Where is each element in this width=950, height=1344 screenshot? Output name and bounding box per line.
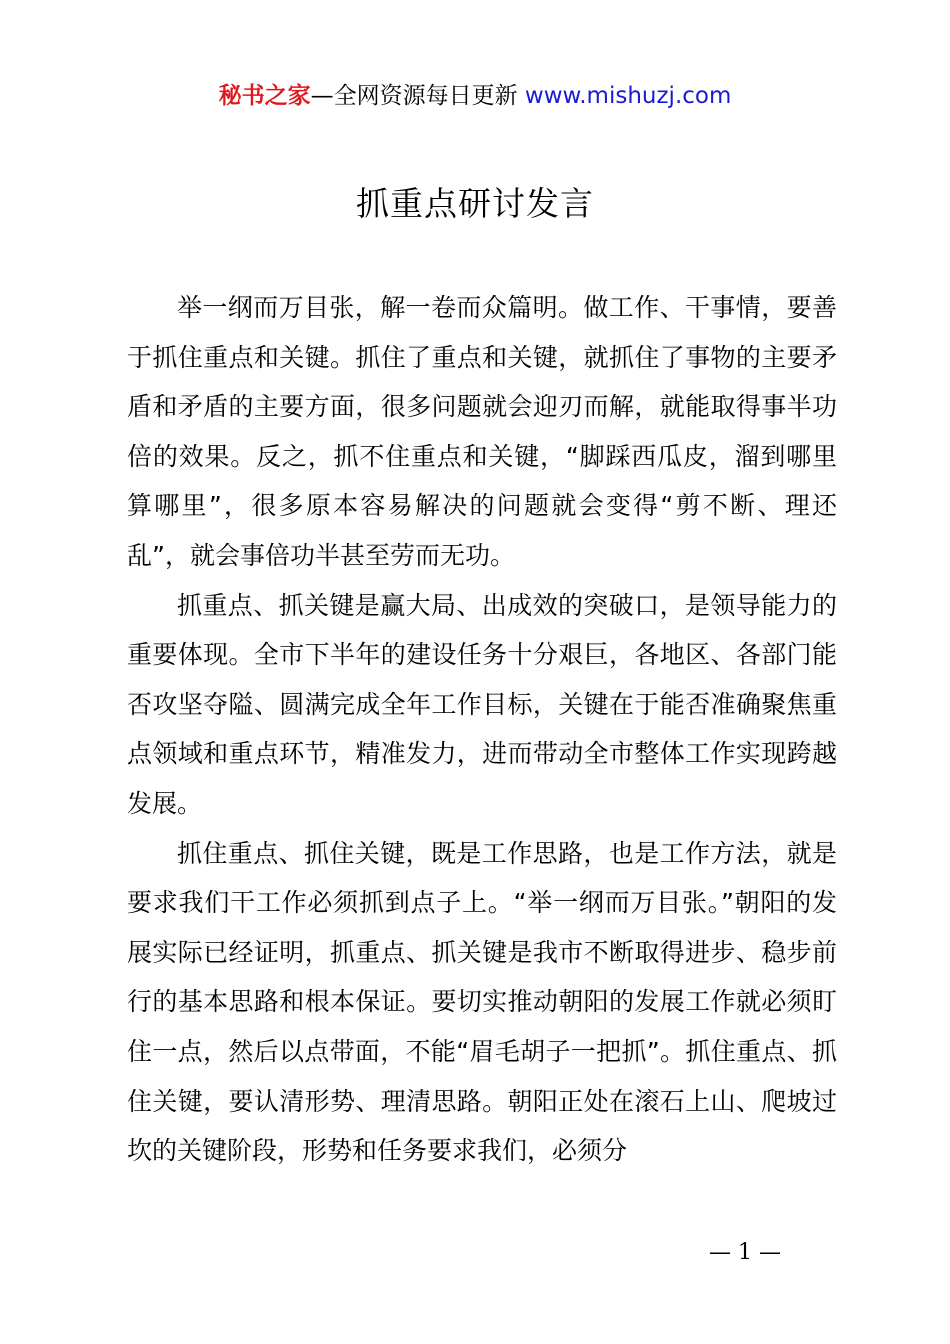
site-header <box>0 80 950 112</box>
site-url-link[interactable]: www.mishuzj.com <box>524 83 732 109</box>
site-brand: 秘书之家 <box>218 83 311 109</box>
document-title: 抓重点研讨发言 <box>356 184 594 223</box>
paragraph-1: 举一纲而万目张，解一卷而众篇明。做工作、干事情，要善于抓住重点和关键。抓住了重点和关键，就抓住了事物的主要矛盾和矛盾的主要方面，很多问题就会迎刃而解，就能取得事半功倍的效果。反之，抓不住重点和关键，“脚踩西瓜皮，溜到哪里算哪里”，很多原本容易解决的问题就会变得“剪不断、理还乱”，就会事倍功半甚至劳而无功。 <box>127 293 837 570</box>
paragraph-3: 抓住重点、抓住关键，既是工作思路，也是工作方法，就是要求我们干工作必须抓到点子上。“举一纲而万目张。”朝阳的发展实际已经证明，抓重点、抓关键是我市不断取得进步、稳步前行的基本思路和根本保证。要切实推动朝阳的发展工作就必须盯住一点，然后以点带面，不能“眉毛胡子一把抓”。抓住重点、抓住关键，要认清形势、理清思路。朝阳正处在滚石上山、爬坡过坎的关键阶段，形势和任务要求我们，必须分 <box>127 838 837 1166</box>
paragraph-2: 抓重点、抓关键是赢大局、出成效的突破口，是领导能力的重要体现。全市下半年的建设任务十分艰巨，各地区、各部门能否攻坚夺隘、圆满完成全年工作目标，关键在于能否准确聚焦重点领域和重点环节，精准发力，进而带动全市整体工作实现跨越发展。 <box>127 590 837 818</box>
page-number: — 1 — <box>709 1240 781 1265</box>
site-slogan: —全网资源每日更新 <box>310 83 525 109</box>
document-body <box>127 283 837 1176</box>
